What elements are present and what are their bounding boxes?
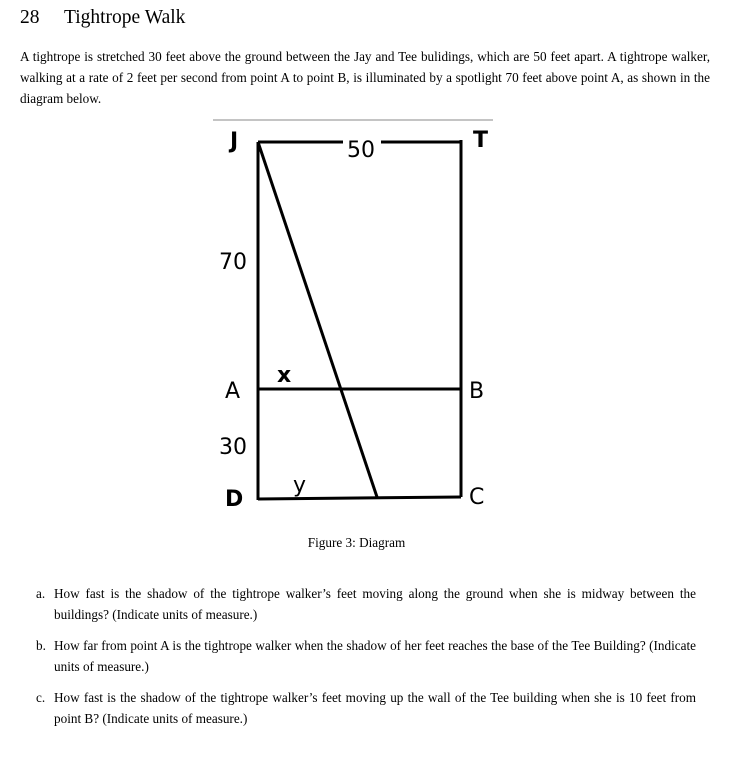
problem-title: Tightrope Walk (64, 7, 186, 28)
label-seventy: 70 (219, 250, 247, 275)
label-t: T (473, 128, 489, 153)
label-b: B (469, 379, 485, 404)
question-text: How fast is the shadow of the tightrope walker’s feet moving along the ground when she is midway between the buildings? (Indicate units of measure.) (54, 586, 696, 622)
question-marker: a. (36, 586, 46, 601)
label-thirty: 30 (219, 435, 247, 460)
question-item (36, 635, 696, 677)
label-a: A (225, 379, 241, 404)
label-d: D (225, 487, 244, 512)
label-y: y (293, 473, 307, 498)
question-item (36, 687, 696, 729)
label-x: x (277, 363, 292, 388)
question-item (36, 583, 696, 625)
question-marker: b. (36, 638, 46, 653)
diagram-svg (205, 116, 505, 516)
diagram-figure (205, 116, 505, 516)
light-ray-line (258, 142, 377, 497)
question-marker: c. (36, 690, 46, 705)
problem-intro: A tightrope is stretched 30 feet above the ground between the Jay and Tee bulidings, which are 50 feet apart. A tightrope walker, walking at a rate of 2 feet per second from point A to point B, is illuminated by a spotlight 70 feet above point A, as shown in the diagram below. (20, 49, 710, 106)
figure-caption: Figure 3: Diagram (307, 535, 406, 550)
label-c: C (469, 485, 485, 510)
question-text: How far from point A is the tightrope walker when the shadow of her feet reaches the base of the Tee Building? (Indicate units of measure.) (54, 638, 696, 674)
problem-heading (20, 7, 185, 29)
problem-number: 28 (20, 7, 40, 28)
question-text: How fast is the shadow of the tightrope walker’s feet moving up the wall of the Tee building when she is 10 feet from point B? (Indicate units of measure.) (54, 690, 696, 726)
label-fifty: 50 (347, 138, 375, 163)
question-list (36, 583, 696, 739)
ground-line (258, 497, 461, 499)
label-j: J (230, 129, 239, 154)
